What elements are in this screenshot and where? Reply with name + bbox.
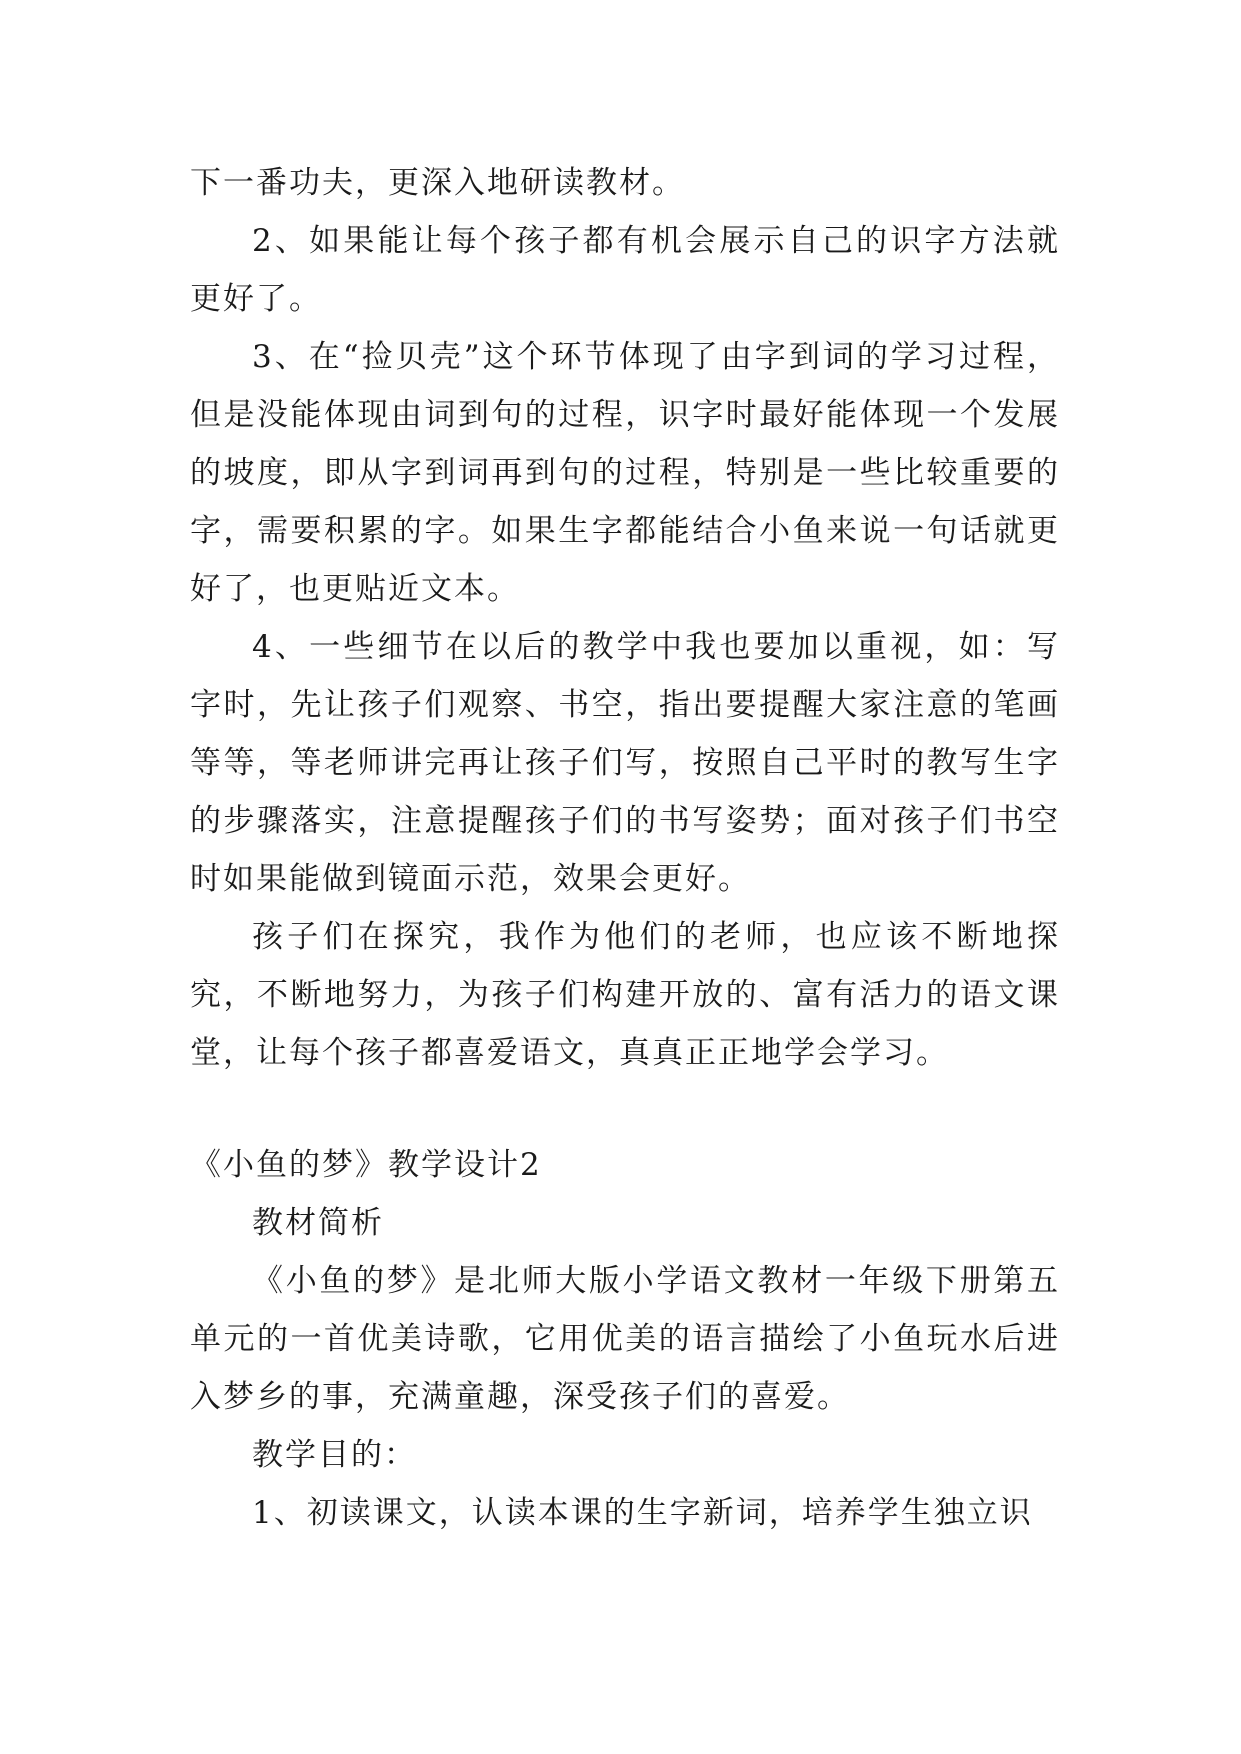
section-title: 《小鱼的梦》教学设计2 — [190, 1147, 542, 1183]
paragraph-intro: 《小鱼的梦》是北师大版小学语文教材一年级下册第五单元的一首优美诗歌，它用优美的语言描绘了小鱼玩水后进入梦乡的事，充满童趣，深受孩子们的喜爱。 — [190, 1263, 1060, 1415]
paragraph-conclusion: 孩子们在探究，我作为他们的老师，也应该不断地探究，不断地努力，为孩子们构建开放的、富有活力的语文课堂，让每个孩子都喜爱语文，真真正正地学会学习。 — [190, 919, 1060, 1071]
document-body — [190, 154, 1060, 1542]
subheading-textbook-analysis: 教材简析 — [252, 1205, 384, 1241]
paragraph-continuation: 下一番功夫，更深入地研读教材。 — [190, 165, 685, 201]
paragraph-point-4: 4、一些细节在以后的教学中我也要加以重视，如：写字时，先让孩子们观察、书空，指出要提醒大家注意的笔画等等，等老师讲完再让孩子们写，按照自己平时的教写生字的步骤落实，注意提醒孩子们的书写姿势；面对孩子们书空时如果能做到镜面示范，效果会更好。 — [190, 629, 1060, 897]
paragraph-goal-1: 1、初读课文，认读本课的生字新词，培养学生独立识 — [252, 1495, 1033, 1531]
paragraph-point-2: 2、如果能让每个孩子都有机会展示自己的识字方法就更好了。 — [190, 223, 1060, 317]
paragraph-point-3: 3、在“捡贝壳”这个环节体现了由字到词的学习过程，但是没能体现由词到句的过程，识字时最好能体现一个发展的坡度，即从字到词再到句的过程，特别是一些比较重要的字，需要积累的字。如果生字都能结合小鱼来说一句话就更好了，也更贴近文本。 — [190, 339, 1060, 607]
subheading-teaching-goals: 教学目的： — [252, 1437, 417, 1473]
